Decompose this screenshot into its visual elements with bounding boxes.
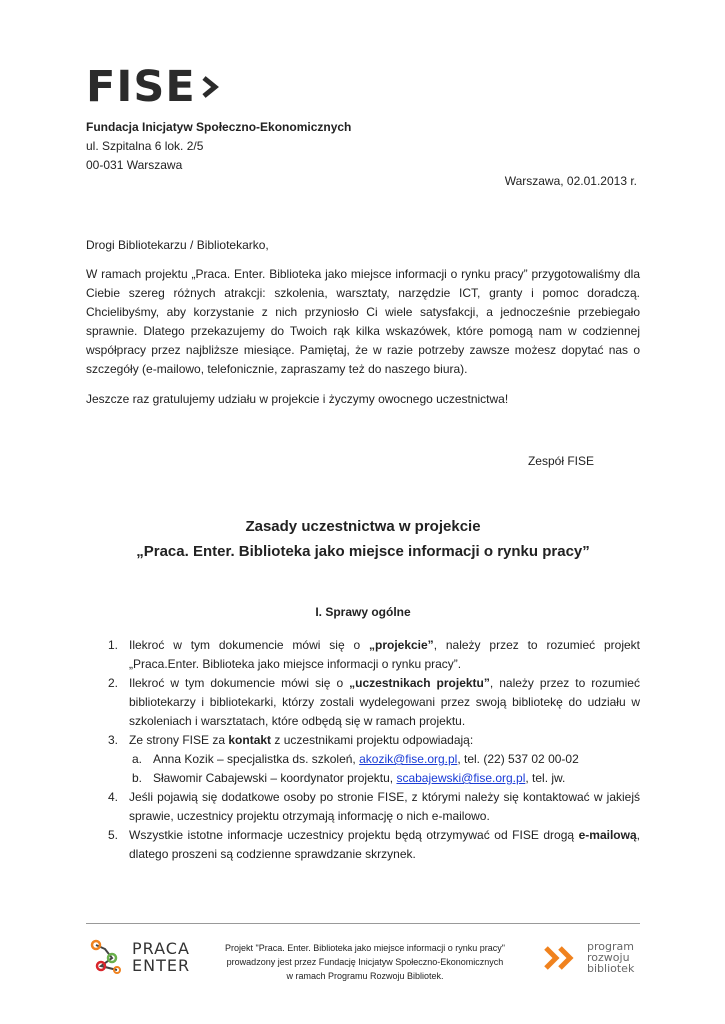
item-text: Ilekroć w tym dokumencie mówi się o (129, 676, 350, 690)
item-text: Wszystkie istotne informacje uczestnicy projektu będą otrzymywać od FISE drogą (129, 828, 579, 842)
praca-label: PRACA (132, 939, 190, 958)
contact-text: , tel. (22) 537 02 00-02 (457, 752, 579, 766)
contact-text: Sławomir Cabajewski – koordynator projektu, (153, 771, 397, 785)
item-text: Ze strony FISE za (129, 733, 229, 747)
item-number: 3. (108, 733, 119, 747)
intro-paragraph: W ramach projektu „Praca. Enter. Biblioteka jako miejsce informacji o rynku pracy” przygotowaliśmy dla Ciebie szereg różnych atrakcji: szkolenia, warsztaty, narzędzie ICT, granty i pomoc doradczą. Chcielibyśmy, aby korzystanie z nich przyniosło Ci wiele satysfakcji, a jednocześnie przebiegało sprawnie. Dlatego przekazujemy do Twoich rąk kilka wskazówek, które pomogą nam w codziennej współpracy przez najbliższe miesiące. Pamiętaj, że w razie potrzeby zawsze możesz dopytać nas o szczegóły (e-mailowo, telefonicznie, zapraszamy też do naszego biura). (86, 267, 640, 376)
chevron-right-icon (198, 70, 222, 104)
footer-note (200, 941, 530, 983)
item-text: Jeśli pojawią się dodatkowe osoby po stronie FISE, z którymi należy się kontaktować w jakiejś sprawie, uczestnicy projektu otrzymają informację o nich e-mailowo. (129, 790, 640, 823)
prb-label-2: rozwoju (587, 951, 630, 964)
list-item (86, 636, 640, 674)
closing-paragraph: Jeszcze raz gratulujemy udziału w projekcie i życzymy owocnego uczestnictwa! (86, 392, 509, 406)
item-text: , należy przez to rozumieć projekt „Praca.Enter. Biblioteka jako miejsce informacji o rynku pracy”. (129, 638, 640, 671)
sender-address (86, 118, 351, 175)
contact-text: Anna Kozik – specjalistka ds. szkoleń, (153, 752, 360, 766)
enter-label: ENTER (132, 956, 191, 975)
letter-date: Warszawa, 02.01.2013 r. (504, 174, 637, 188)
item-bold: „projekcie” (368, 638, 434, 652)
list-item (86, 674, 640, 731)
item-number: 1. (108, 638, 119, 652)
footer-divider (86, 923, 640, 924)
item-number: 5. (108, 828, 119, 842)
email-link[interactable]: scabajewski@fise.org.pl (396, 771, 526, 785)
item-text: Ilekroć w tym dokumencie mówi się o (129, 638, 369, 652)
greeting: Drogi Bibliotekarzu / Bibliotekarko, (86, 238, 269, 252)
item-text: , dlatego proszeni są codzienne sprawdzanie skrzynek. (129, 828, 640, 861)
signature: Zespół FISE (527, 454, 594, 468)
sender-street: ul. Szpitalna 6 lok. 2/5 (86, 139, 204, 153)
footer-line: prowadzony jest przez Fundację Inicjatyw Społeczno-Ekonomicznych (226, 957, 504, 967)
item-letter: b. (132, 771, 143, 785)
rules-list (86, 636, 640, 864)
item-text: z uczestnikami projektu odpowiadają: (271, 733, 474, 747)
item-text: , należy przez to rozumieć bibliotekarzy i bibliotekarki, którzy zostali wydelegowani przez swoją bibliotekę do udziału w szkoleniach i warsztatach, które odbędą się w ramach projektu. (129, 676, 640, 728)
sender-city: 00-031 Warszawa (86, 158, 183, 172)
list-item (86, 788, 640, 826)
rules-title-line2: „Praca. Enter. Biblioteka jako miejsce informacji o rynku pracy” (136, 543, 590, 560)
praca-enter-logo (90, 939, 190, 975)
item-bold: „uczestnikach projektu” (349, 676, 490, 690)
rules-title-line1: Zasady uczestnictwa w projekcie (245, 518, 481, 535)
email-link[interactable]: akozik@fise.org.pl (359, 752, 458, 766)
contact-item (86, 750, 640, 769)
item-bold: kontakt (228, 733, 272, 747)
prb-label-1: program (587, 940, 634, 953)
list-item (86, 731, 640, 750)
footer-line: Projekt "Praca. Enter. Biblioteka jako miejsce informacji o rynku pracy" (224, 943, 505, 953)
sender-org: Fundacja Inicjatyw Społeczno-Ekonomicznych (86, 120, 352, 134)
item-number: 2. (108, 676, 119, 690)
fise-logo (86, 62, 222, 112)
footer-line: w ramach Programu Rozwoju Bibliotek. (286, 971, 444, 981)
rules-title (86, 514, 640, 564)
item-number: 4. (108, 790, 119, 804)
list-item (86, 826, 640, 864)
contact-text: , tel. jw. (525, 771, 566, 785)
item-bold: e-mailową (578, 828, 637, 842)
double-chevron-icon (543, 943, 579, 973)
contact-item (86, 769, 640, 788)
prb-logo (543, 941, 634, 974)
fise-logo-text: FISE (86, 62, 196, 112)
network-nodes-icon (90, 939, 124, 975)
item-letter: a. (132, 752, 143, 766)
prb-label-3: bibliotek (587, 962, 635, 975)
section-title: I. Sprawy ogólne (315, 605, 411, 619)
